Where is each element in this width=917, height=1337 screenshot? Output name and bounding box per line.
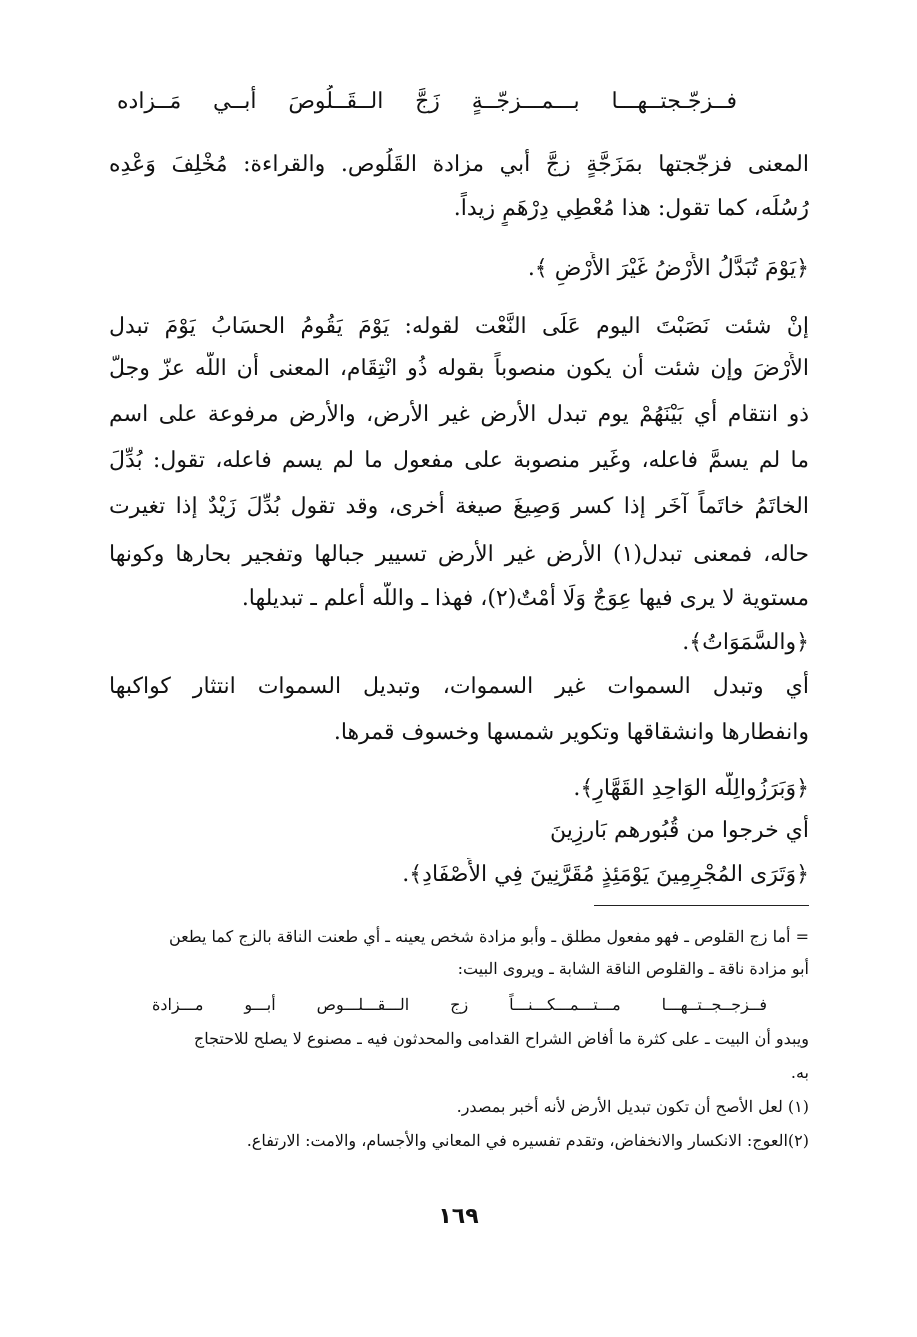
poetry-verse: فــزجّـجتــهـــا بـــمـــزجّــةٍ زَجَّ الــقَــلُوصَ أبــي مَــزاده bbox=[117, 89, 737, 114]
footnote-line: أبو مزادة ناقة ـ والقلوص الناقة الشابة ـ ويروى البيت: bbox=[457, 959, 809, 978]
body-line: ذو انتقام أي بَيْنَهُمْ يوم تبدل الأرض غير الأرض، والأرض مرفوعة على اسم bbox=[109, 402, 809, 427]
body-line: وانفطارها وانشقاقها وتكوير شمسها وخسوف قمرها. bbox=[333, 720, 809, 745]
footnote-1: (١) لعل الأصح أن تكون تبديل الأرض لأنه أخبر بمصدر. bbox=[456, 1097, 809, 1116]
footnote-divider bbox=[594, 905, 809, 906]
body-line: أي خرجوا من قُبُورهم بَارزِينَ bbox=[550, 818, 809, 843]
footnote-line: به. bbox=[790, 1063, 809, 1082]
body-line: رُسُلَه، كما تقول: هذا مُعْطِي دِرْهَمٍ زيداً. bbox=[453, 196, 809, 221]
body-line: الأَرْضَ وإن شئت أن يكون منصوباً بقوله ذُو انْتِقَام، المعنى أن اللَّه عزّ وجلّ bbox=[109, 356, 809, 381]
footnote-2: (٢)العوج: الانكسار والانخفاض، وتقدم تفسيره في المعاني والأجسام، والامت: الارتفاع. bbox=[246, 1131, 809, 1150]
footnote-line: ويبدو أن البيت ـ على كثرة ما أفاض الشراح القدامى والمحدثون فيه ـ مصنوع لا يصلح للاحتجاج bbox=[193, 1029, 809, 1048]
quran-verse: ﴿وَبَرَزُوالِلَّه الوَاحِدِ القَهَّارِ﴾. bbox=[573, 776, 809, 801]
body-line: حاله، فمعنى تبدل(١) الأرض غير الأرض تسيير جبالها وتفجير بحارها وكونها bbox=[109, 542, 809, 567]
quran-verse: ﴿والسَّمَوَاتُ﴾. bbox=[682, 630, 809, 655]
body-line: ما لم يسمَّ فاعله، وغَير منصوبة على مفعول ما لم يسم فاعله، تقول: بُدِّلَ bbox=[109, 448, 809, 473]
body-line: إنْ شئت نَصَبْتَ اليوم عَلَى النَّعْت لقوله: يَوْمَ يَقُومُ الحسَابُ يَوْمَ تبدل bbox=[109, 314, 809, 339]
body-line: الخاتَمُ خاتَماً آخَر إذا كسر وَصِيغَ صيغة أخرى، وقد تقول بُدِّلَ زَيْدٌ إذا تغيرت bbox=[109, 494, 809, 519]
footnote-line: = أما زج القلوص ـ فهو مفعول مطلق ـ وأبو مزادة شخص يعينه ـ أي طعنت الناقة بالزج كما يطعن bbox=[168, 927, 809, 946]
page-number: ١٦٩ bbox=[438, 1204, 479, 1229]
footnote-verse: فــزجــجــتــهـــا مـــتـــمـــكـــنـــاً زج الـــقـــلـــوص أبـــو مـــزادة bbox=[152, 995, 767, 1014]
body-line: مستوية لا يرى فيها عِوَجٌ وَلَا أمْتٌ(٢)، فهذا ـ واللَّه أعلم ـ تبديلها. bbox=[241, 586, 809, 611]
quran-verse: ﴿يَوْمَ تُبَدَّلُ الأَرْضُ غَيْرَ الأَرْضِ ﴾. bbox=[527, 256, 809, 281]
body-line: المعنى فزجّجتها بمَزَجَّةٍ زجَّ أبي مزادة القَلُوص. والقراءة: مُخْلِفَ وَعْدِه bbox=[109, 152, 809, 177]
body-line: أي وتبدل السموات غير السموات، وتبديل السموات انتثار كواكبها bbox=[109, 674, 809, 699]
quran-verse: ﴿وَتَرَى المُجْرِمِينَ يَوْمَئِذٍ مُقَرَّنِينَ فِي الأَصْفَادِ﴾. bbox=[402, 862, 809, 887]
